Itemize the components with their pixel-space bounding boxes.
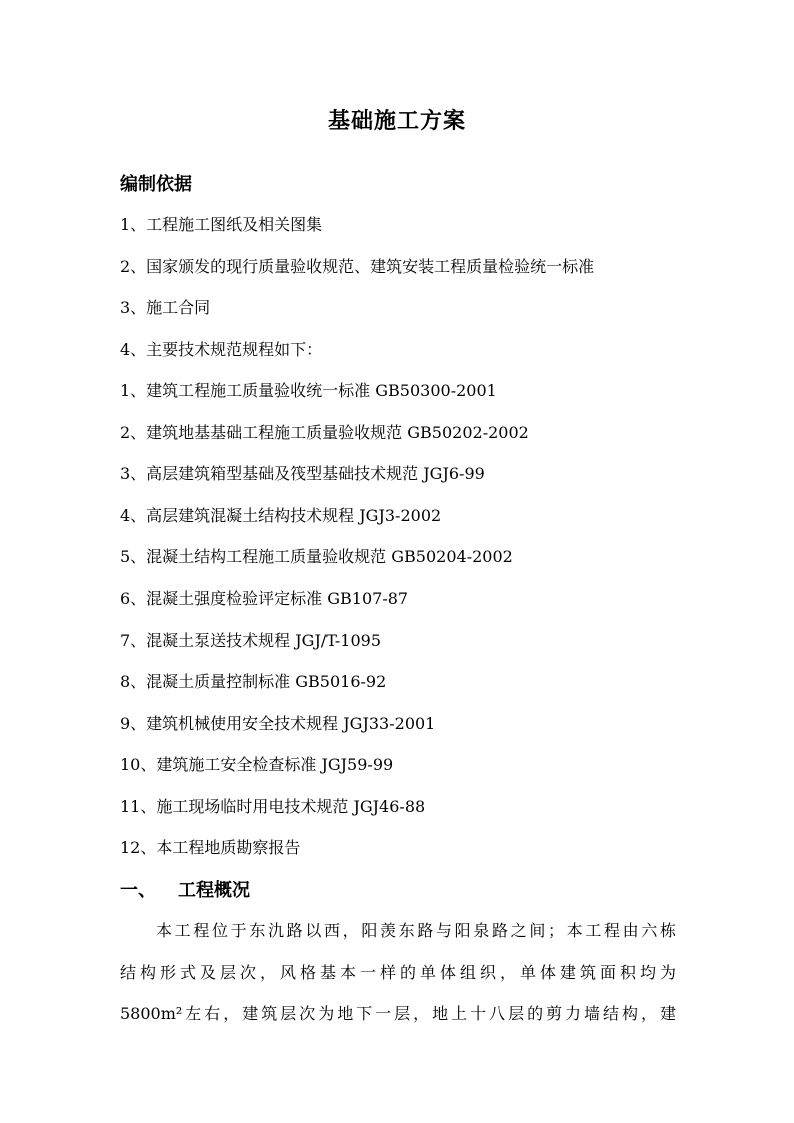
basis-item: 1、工程施工图纸及相关图集 (120, 215, 323, 234)
paragraph-line: 5800m²左右，建筑层次为地下一层，地上十八层的剪力墙结构，建 (120, 1004, 676, 1023)
section-title: 工程概况 (178, 880, 250, 901)
basis-item: 4、主要技术规范规程如下： (120, 340, 323, 359)
standard-item: 6、混凝土强度检验评定标准 GB107-87 (120, 589, 409, 608)
paragraph-line: 结构形式及层次，风格基本一样的单体组织，单体建筑面积均为 (120, 963, 676, 982)
section-heading (120, 876, 250, 902)
basis-item: 3、施工合同 (120, 298, 211, 317)
standard-item: 1、建筑工程施工质量验收统一标准 GB50300-2001 (120, 381, 497, 400)
basis-heading: 编制依据 (120, 174, 192, 195)
standard-item: 7、混凝土泵送技术规程 JGJ/T-1095 (120, 631, 382, 650)
standard-item: 3、高层建筑箱型基础及筏型基础技术规范 JGJ6-99 (120, 464, 485, 483)
standard-item: 5、混凝土结构工程施工质量验收规范 GB50204-2002 (120, 547, 513, 566)
section-number: 一、 (120, 880, 156, 901)
standard-item: 4、高层建筑混凝土结构技术规程 JGJ3-2002 (120, 506, 442, 525)
standard-item: 2、建筑地基基础工程施工质量验收规范 GB50202-2002 (120, 423, 529, 442)
standard-item: 9、建筑机械使用安全技术规程 JGJ33-2001 (120, 714, 436, 733)
standard-item: 12、本工程地质勘察报告 (120, 838, 301, 857)
document-title: 基础施工方案 (327, 108, 466, 134)
standard-item: 8、混凝土质量控制标准 GB5016-92 (120, 672, 387, 691)
paragraph-line: 本工程位于东氿路以西，阳羡东路与阳泉路之间；本工程由六栋 (156, 921, 676, 940)
basis-item: 2、国家颁发的现行质量验收规范、建筑安装工程质量检验统一标准 (120, 257, 595, 276)
standard-item: 11、施工现场临时用电技术规范 JGJ46-88 (120, 797, 426, 816)
standard-item: 10、建筑施工安全检查标准 JGJ59-99 (120, 755, 394, 774)
